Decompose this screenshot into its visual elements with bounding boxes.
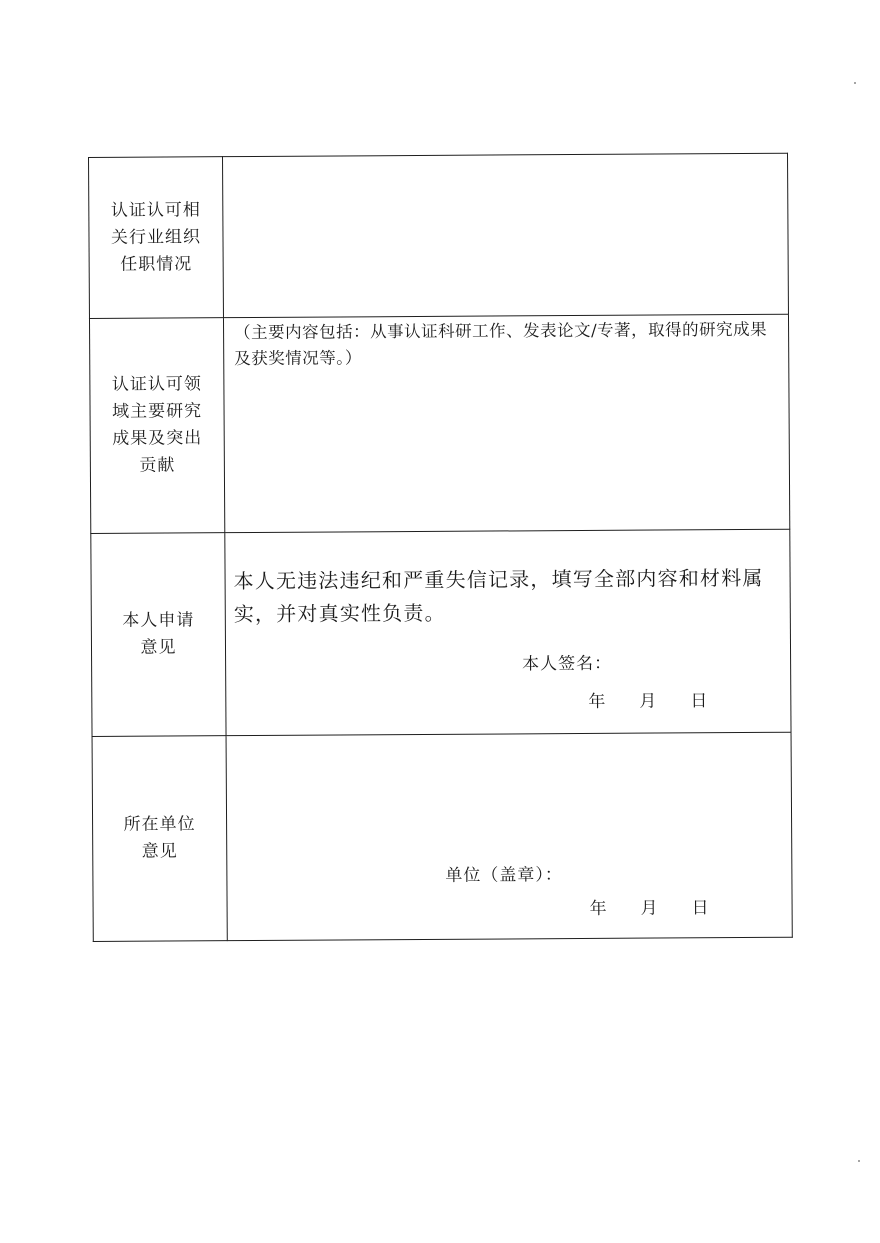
label-line: 所在单位 xyxy=(123,814,196,835)
label-cell-association-positions xyxy=(89,157,224,319)
applicant-date-line xyxy=(588,686,707,712)
declaration-text: 本人无违法违纪和严重失信记录，填写全部内容和材料属实，并对真实性负责。 xyxy=(233,565,764,627)
form-row-association-positions xyxy=(89,153,789,318)
scan-speck xyxy=(854,82,856,84)
label-applicant-opinion xyxy=(110,607,206,662)
label-line: 域主要研究 xyxy=(111,401,203,422)
input-cell-unit-opinion[interactable] xyxy=(226,732,792,940)
date-year-label: 年 xyxy=(588,691,606,712)
form-row-research-achievements xyxy=(89,314,789,533)
unit-date-line xyxy=(590,893,709,919)
label-line: 意见 xyxy=(140,637,177,658)
research-hint-text: （主要内容包括：从事认证科研工作、发表论文/专著，取得的研究成果及获奖情况等。） xyxy=(234,319,768,369)
signature-label: 本人签名： xyxy=(522,653,613,675)
label-research-achievements xyxy=(109,371,206,480)
scan-speck xyxy=(858,1160,860,1162)
label-line: 关行业组织 xyxy=(110,226,202,248)
date-month-label: 月 xyxy=(639,691,657,712)
label-line: 认证认可相 xyxy=(110,199,201,221)
date-month-label: 月 xyxy=(640,898,658,919)
date-year-label: 年 xyxy=(589,898,607,919)
label-line: 任职情况 xyxy=(120,253,193,275)
input-cell-applicant-opinion[interactable] xyxy=(225,529,791,735)
label-association-positions xyxy=(108,197,204,279)
label-line: 意见 xyxy=(141,841,178,862)
date-day-label: 日 xyxy=(690,691,708,712)
label-unit-opinion xyxy=(112,811,208,866)
input-cell-association-positions[interactable] xyxy=(223,153,789,317)
label-line: 认证认可领 xyxy=(111,374,202,395)
input-cell-research-achievements[interactable] xyxy=(223,314,789,532)
application-form-table xyxy=(88,153,793,942)
label-line: 贡献 xyxy=(139,455,176,476)
date-day-label: 日 xyxy=(691,898,709,919)
unit-seal-label: 单位（盖章）： xyxy=(445,865,563,886)
label-cell-research-achievements xyxy=(89,318,224,534)
form-row-applicant-opinion xyxy=(91,529,791,736)
label-cell-unit-opinion xyxy=(92,736,227,942)
label-line: 成果及突出 xyxy=(112,428,203,449)
form-row-unit-opinion xyxy=(92,732,792,941)
label-line: 本人申请 xyxy=(122,610,195,631)
label-cell-applicant-opinion xyxy=(91,533,226,737)
